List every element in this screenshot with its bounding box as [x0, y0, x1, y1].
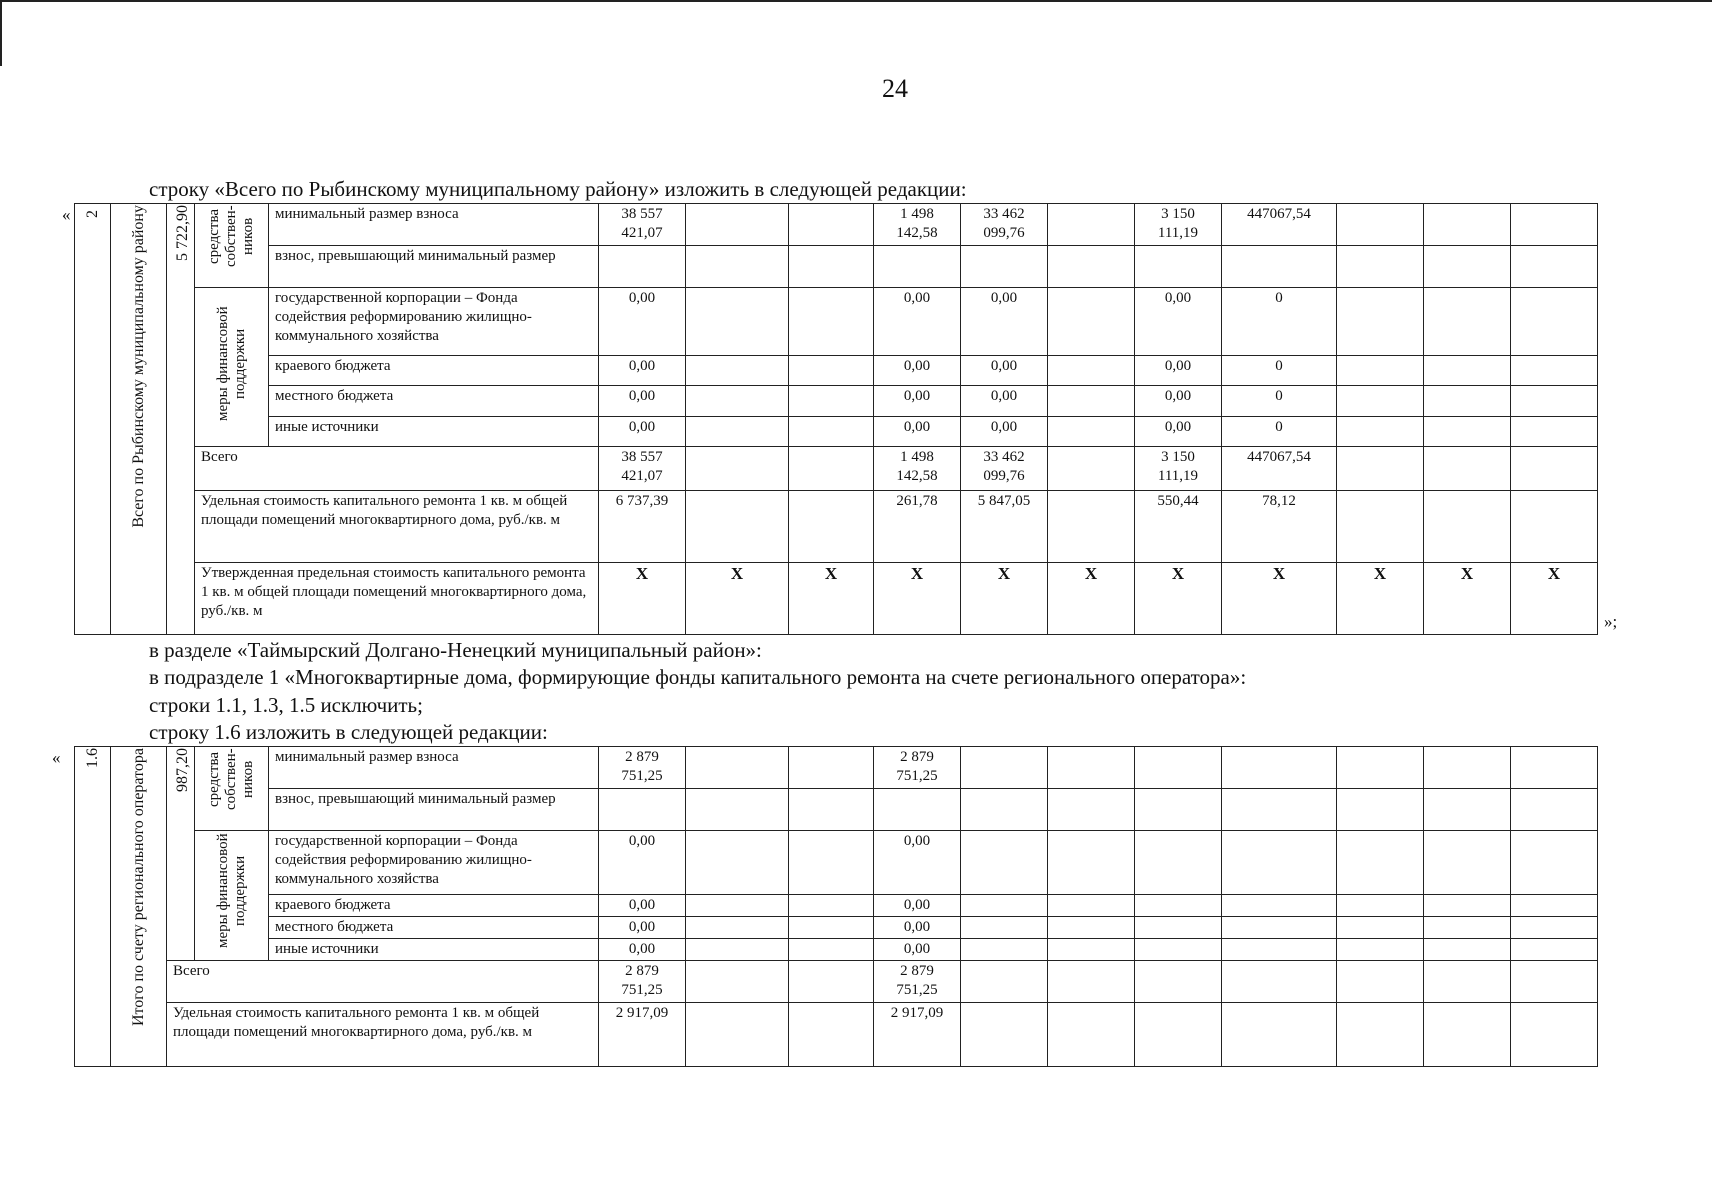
table-row	[75, 939, 1598, 961]
data-cell	[686, 895, 789, 917]
row-label: взнос, превышающий минимальный размер	[269, 789, 599, 831]
data-cell	[1424, 246, 1511, 288]
data-cell	[686, 386, 789, 416]
data-cell	[789, 1003, 874, 1067]
data-cell	[789, 416, 874, 446]
data-cell	[874, 789, 961, 831]
data-cell	[1048, 917, 1135, 939]
data-cell: 1 498 142,58	[874, 447, 961, 491]
data-cell	[961, 939, 1048, 961]
data-cell	[1048, 789, 1135, 831]
data-cell	[1222, 917, 1337, 939]
data-cell	[1048, 288, 1135, 356]
data-cell	[1337, 789, 1424, 831]
data-cell	[1048, 1003, 1135, 1067]
data-cell	[961, 1003, 1048, 1067]
data-cell: 2 879 751,25	[599, 747, 686, 789]
row-label: Всего	[195, 447, 599, 491]
table-row	[75, 1003, 1598, 1067]
data-cell	[1424, 789, 1511, 831]
data-cell	[686, 789, 789, 831]
data-cell: X	[1424, 563, 1511, 635]
data-cell	[1511, 355, 1598, 385]
data-cell: 3 150 111,19	[1135, 447, 1222, 491]
data-cell: X	[1135, 563, 1222, 635]
data-cell: 2 917,09	[599, 1003, 686, 1067]
data-cell	[1424, 204, 1511, 246]
data-cell	[1048, 246, 1135, 288]
data-cell	[686, 246, 789, 288]
data-cell	[1222, 789, 1337, 831]
data-cell	[1511, 895, 1598, 917]
table-row	[75, 355, 1598, 385]
data-cell	[1048, 204, 1135, 246]
data-cell	[1048, 416, 1135, 446]
data-cell	[686, 447, 789, 491]
group-owners-cell: средства собствен-ников	[195, 204, 269, 288]
data-cell	[1424, 961, 1511, 1003]
table-row	[75, 831, 1598, 895]
row-label: государственной корпорации – Фонда содействия реформированию жилищно-коммунального хозяйства	[269, 288, 599, 356]
data-cell	[1337, 917, 1424, 939]
group-support-cell: меры финансовой поддержки	[195, 831, 269, 961]
data-cell	[1337, 288, 1424, 356]
data-cell	[1511, 491, 1598, 563]
data-cell	[1337, 246, 1424, 288]
data-cell: 38 557 421,07	[599, 447, 686, 491]
row-label: иные источники	[269, 939, 599, 961]
data-cell	[1511, 416, 1598, 446]
data-cell: 0,00	[599, 288, 686, 356]
group-owners-cell: средства собствен-ников	[195, 747, 269, 831]
data-cell	[1222, 939, 1337, 961]
instruction-text-3: в подразделе 1 «Многоквартирные дома, формирующие фонды капитального ремонта на счете регионального оператора»:	[149, 665, 1247, 689]
data-cell	[1135, 831, 1222, 895]
data-cell: X	[599, 563, 686, 635]
data-cell	[1048, 447, 1135, 491]
data-cell: 0,00	[874, 355, 961, 385]
data-cell	[1135, 961, 1222, 1003]
row-label: краевого бюджета	[269, 895, 599, 917]
row-label: Утвержденная предельная стоимость капитального ремонта 1 кв. м общей площади помещений многоквартирного дома, руб./кв. м	[195, 563, 599, 635]
data-cell: X	[1222, 563, 1337, 635]
row-area-cell: 987,20	[167, 747, 195, 961]
data-cell	[961, 961, 1048, 1003]
data-cell	[686, 355, 789, 385]
data-cell: 447067,54	[1222, 204, 1337, 246]
data-cell: 0,00	[1135, 355, 1222, 385]
data-cell	[1424, 895, 1511, 917]
data-cell	[1511, 246, 1598, 288]
data-cell	[686, 1003, 789, 1067]
data-cell: X	[1337, 563, 1424, 635]
table-row	[75, 386, 1598, 416]
data-cell	[686, 288, 789, 356]
data-cell	[1337, 831, 1424, 895]
data-cell: X	[1048, 563, 1135, 635]
row-number-cell: 1.6	[75, 747, 111, 1067]
data-cell	[1424, 491, 1511, 563]
data-cell: 3 150 111,19	[1135, 204, 1222, 246]
data-cell	[1135, 895, 1222, 917]
data-cell	[1337, 355, 1424, 385]
instruction-text-1: строку «Всего по Рыбинскому муниципальному району» изложить в следующей редакции:	[149, 177, 967, 201]
data-cell	[1424, 747, 1511, 789]
data-cell	[1337, 491, 1424, 563]
data-cell: 78,12	[1222, 491, 1337, 563]
data-cell	[1222, 831, 1337, 895]
data-cell: 0,00	[1135, 288, 1222, 356]
data-cell: 0,00	[1135, 386, 1222, 416]
data-cell: X	[686, 563, 789, 635]
data-cell: 0,00	[599, 917, 686, 939]
data-cell: 0	[1222, 416, 1337, 446]
data-cell	[1424, 416, 1511, 446]
row-label: иные источники	[269, 416, 599, 446]
data-cell	[599, 789, 686, 831]
data-cell	[1424, 386, 1511, 416]
data-cell	[1135, 1003, 1222, 1067]
data-cell	[789, 939, 874, 961]
data-cell	[1048, 491, 1135, 563]
data-cell	[1424, 355, 1511, 385]
instruction-text-5: строку 1.6 изложить в следующей редакции:	[149, 720, 548, 744]
data-cell	[686, 961, 789, 1003]
data-cell: 447067,54	[1222, 447, 1337, 491]
data-cell: 0,00	[1135, 416, 1222, 446]
data-cell	[961, 895, 1048, 917]
data-cell: X	[789, 563, 874, 635]
data-cell	[1511, 831, 1598, 895]
quote-open-2: «	[52, 748, 61, 767]
data-cell: 2 917,09	[874, 1003, 961, 1067]
data-cell	[789, 386, 874, 416]
page-number: 24	[882, 74, 908, 103]
group-support-cell: меры финансовой поддержки	[195, 288, 269, 447]
data-cell	[1337, 1003, 1424, 1067]
data-cell	[1337, 939, 1424, 961]
data-cell	[789, 355, 874, 385]
data-cell: X	[961, 563, 1048, 635]
data-cell	[1135, 747, 1222, 789]
data-cell	[789, 204, 874, 246]
data-cell: 5 847,05	[961, 491, 1048, 563]
data-cell	[1135, 789, 1222, 831]
data-cell: 2 879 751,25	[874, 961, 961, 1003]
row-label: местного бюджета	[269, 917, 599, 939]
data-cell: 0,00	[874, 939, 961, 961]
instruction-text-4: строки 1.1, 1.3, 1.5 исключить;	[149, 693, 423, 717]
data-cell: 0,00	[874, 917, 961, 939]
row-label: взнос, превышающий минимальный размер	[269, 246, 599, 288]
data-cell	[1511, 939, 1598, 961]
table-row	[75, 288, 1598, 356]
data-cell	[686, 939, 789, 961]
row-label: Удельная стоимость капитального ремонта 1 кв. м общей площади помещений многоквартирного дома, руб./кв. м	[195, 491, 599, 563]
table-row	[75, 789, 1598, 831]
data-cell	[1337, 447, 1424, 491]
data-cell: 0,00	[599, 939, 686, 961]
data-cell	[1048, 355, 1135, 385]
data-cell	[686, 917, 789, 939]
data-cell: 2 879 751,25	[599, 961, 686, 1003]
table-row	[75, 747, 1598, 789]
quote-close: »;	[1604, 612, 1618, 631]
row-label: минимальный размер взноса	[269, 204, 599, 246]
data-cell	[1511, 789, 1598, 831]
data-cell	[961, 917, 1048, 939]
row-label: Всего	[167, 961, 599, 1003]
row-name-cell: Всего по Рыбинскому муниципальному району	[111, 204, 167, 635]
data-cell	[1424, 831, 1511, 895]
data-cell: 0,00	[599, 831, 686, 895]
row-label: минимальный размер взноса	[269, 747, 599, 789]
table-row	[75, 563, 1598, 635]
data-cell	[789, 961, 874, 1003]
data-cell	[686, 491, 789, 563]
table-row	[75, 447, 1598, 491]
data-cell: 0,00	[961, 416, 1048, 446]
data-cell: 0,00	[874, 416, 961, 446]
data-cell	[789, 447, 874, 491]
table-row	[75, 895, 1598, 917]
data-cell	[1048, 895, 1135, 917]
data-cell	[1048, 939, 1135, 961]
data-cell	[1337, 416, 1424, 446]
data-cell: 0,00	[599, 895, 686, 917]
table-rybinsky	[74, 203, 1598, 635]
scan-border-top	[0, 0, 1712, 2]
data-cell: 261,78	[874, 491, 961, 563]
data-cell	[789, 789, 874, 831]
data-cell	[1511, 386, 1598, 416]
scan-border-left	[0, 0, 2, 66]
data-cell	[1511, 204, 1598, 246]
data-cell: 2 879 751,25	[874, 747, 961, 789]
data-cell: 0,00	[961, 288, 1048, 356]
data-cell	[1424, 917, 1511, 939]
data-cell	[1511, 447, 1598, 491]
data-cell	[1222, 1003, 1337, 1067]
data-cell	[1337, 747, 1424, 789]
data-cell: 0,00	[874, 831, 961, 895]
data-cell	[1222, 961, 1337, 1003]
table-regional-operator	[74, 746, 1598, 1067]
data-cell	[1337, 895, 1424, 917]
data-cell	[789, 747, 874, 789]
data-cell	[1048, 386, 1135, 416]
data-cell	[874, 246, 961, 288]
table-row	[75, 491, 1598, 563]
data-cell	[1048, 747, 1135, 789]
data-cell: 38 557 421,07	[599, 204, 686, 246]
data-cell	[1135, 246, 1222, 288]
data-cell	[961, 246, 1048, 288]
data-cell	[1135, 939, 1222, 961]
data-cell: 0	[1222, 386, 1337, 416]
table-row	[75, 917, 1598, 939]
data-cell	[961, 831, 1048, 895]
quote-open-1: «	[62, 205, 71, 224]
data-cell: 0,00	[874, 895, 961, 917]
data-cell	[1511, 288, 1598, 356]
data-cell: 0,00	[874, 386, 961, 416]
data-cell	[789, 491, 874, 563]
data-cell: 0	[1222, 355, 1337, 385]
row-label: Удельная стоимость капитального ремонта 1 кв. м общей площади помещений многоквартирного дома, руб./кв. м	[167, 1003, 599, 1067]
data-cell	[1337, 204, 1424, 246]
row-number-cell: 2	[75, 204, 111, 635]
data-cell	[789, 917, 874, 939]
data-cell: 0,00	[961, 386, 1048, 416]
data-cell	[686, 204, 789, 246]
data-cell: 0,00	[874, 288, 961, 356]
data-cell	[1222, 246, 1337, 288]
table-row	[75, 246, 1598, 288]
data-cell	[1511, 917, 1598, 939]
data-cell: 6 737,39	[599, 491, 686, 563]
data-cell: 0,00	[599, 386, 686, 416]
data-cell: X	[1511, 563, 1598, 635]
data-cell	[789, 831, 874, 895]
data-cell	[1424, 1003, 1511, 1067]
data-cell	[1511, 961, 1598, 1003]
data-cell: 550,44	[1135, 491, 1222, 563]
data-cell	[1337, 961, 1424, 1003]
data-cell	[1135, 917, 1222, 939]
row-area-cell: 5 722,90	[167, 204, 195, 635]
instruction-text-2: в разделе «Таймырский Долгано-Ненецкий муниципальный район»:	[149, 638, 762, 662]
row-label: местного бюджета	[269, 386, 599, 416]
data-cell	[1222, 747, 1337, 789]
table-row	[75, 204, 1598, 246]
row-label: краевого бюджета	[269, 355, 599, 385]
data-cell: 0,00	[599, 355, 686, 385]
data-cell	[789, 288, 874, 356]
data-cell	[1048, 961, 1135, 1003]
row-name-cell: Итого по счету регионального оператора	[111, 747, 167, 1067]
data-cell	[1424, 447, 1511, 491]
data-cell	[1511, 1003, 1598, 1067]
data-cell	[1424, 288, 1511, 356]
data-cell	[599, 246, 686, 288]
data-cell	[789, 895, 874, 917]
data-cell: 0	[1222, 288, 1337, 356]
data-cell: 1 498 142,58	[874, 204, 961, 246]
table-row	[75, 416, 1598, 446]
table-row	[75, 961, 1598, 1003]
data-cell	[686, 747, 789, 789]
data-cell: 0,00	[599, 416, 686, 446]
data-cell	[686, 416, 789, 446]
data-cell: 33 462 099,76	[961, 447, 1048, 491]
row-label: государственной корпорации – Фонда содействия реформированию жилищно-коммунального хозяйства	[269, 831, 599, 895]
data-cell	[1424, 939, 1511, 961]
data-cell: X	[874, 563, 961, 635]
data-cell	[1337, 386, 1424, 416]
data-cell	[789, 246, 874, 288]
data-cell	[1511, 747, 1598, 789]
data-cell	[1048, 831, 1135, 895]
data-cell	[1222, 895, 1337, 917]
data-cell	[961, 789, 1048, 831]
data-cell: 33 462 099,76	[961, 204, 1048, 246]
data-cell	[961, 747, 1048, 789]
data-cell: 0,00	[961, 355, 1048, 385]
data-cell	[686, 831, 789, 895]
